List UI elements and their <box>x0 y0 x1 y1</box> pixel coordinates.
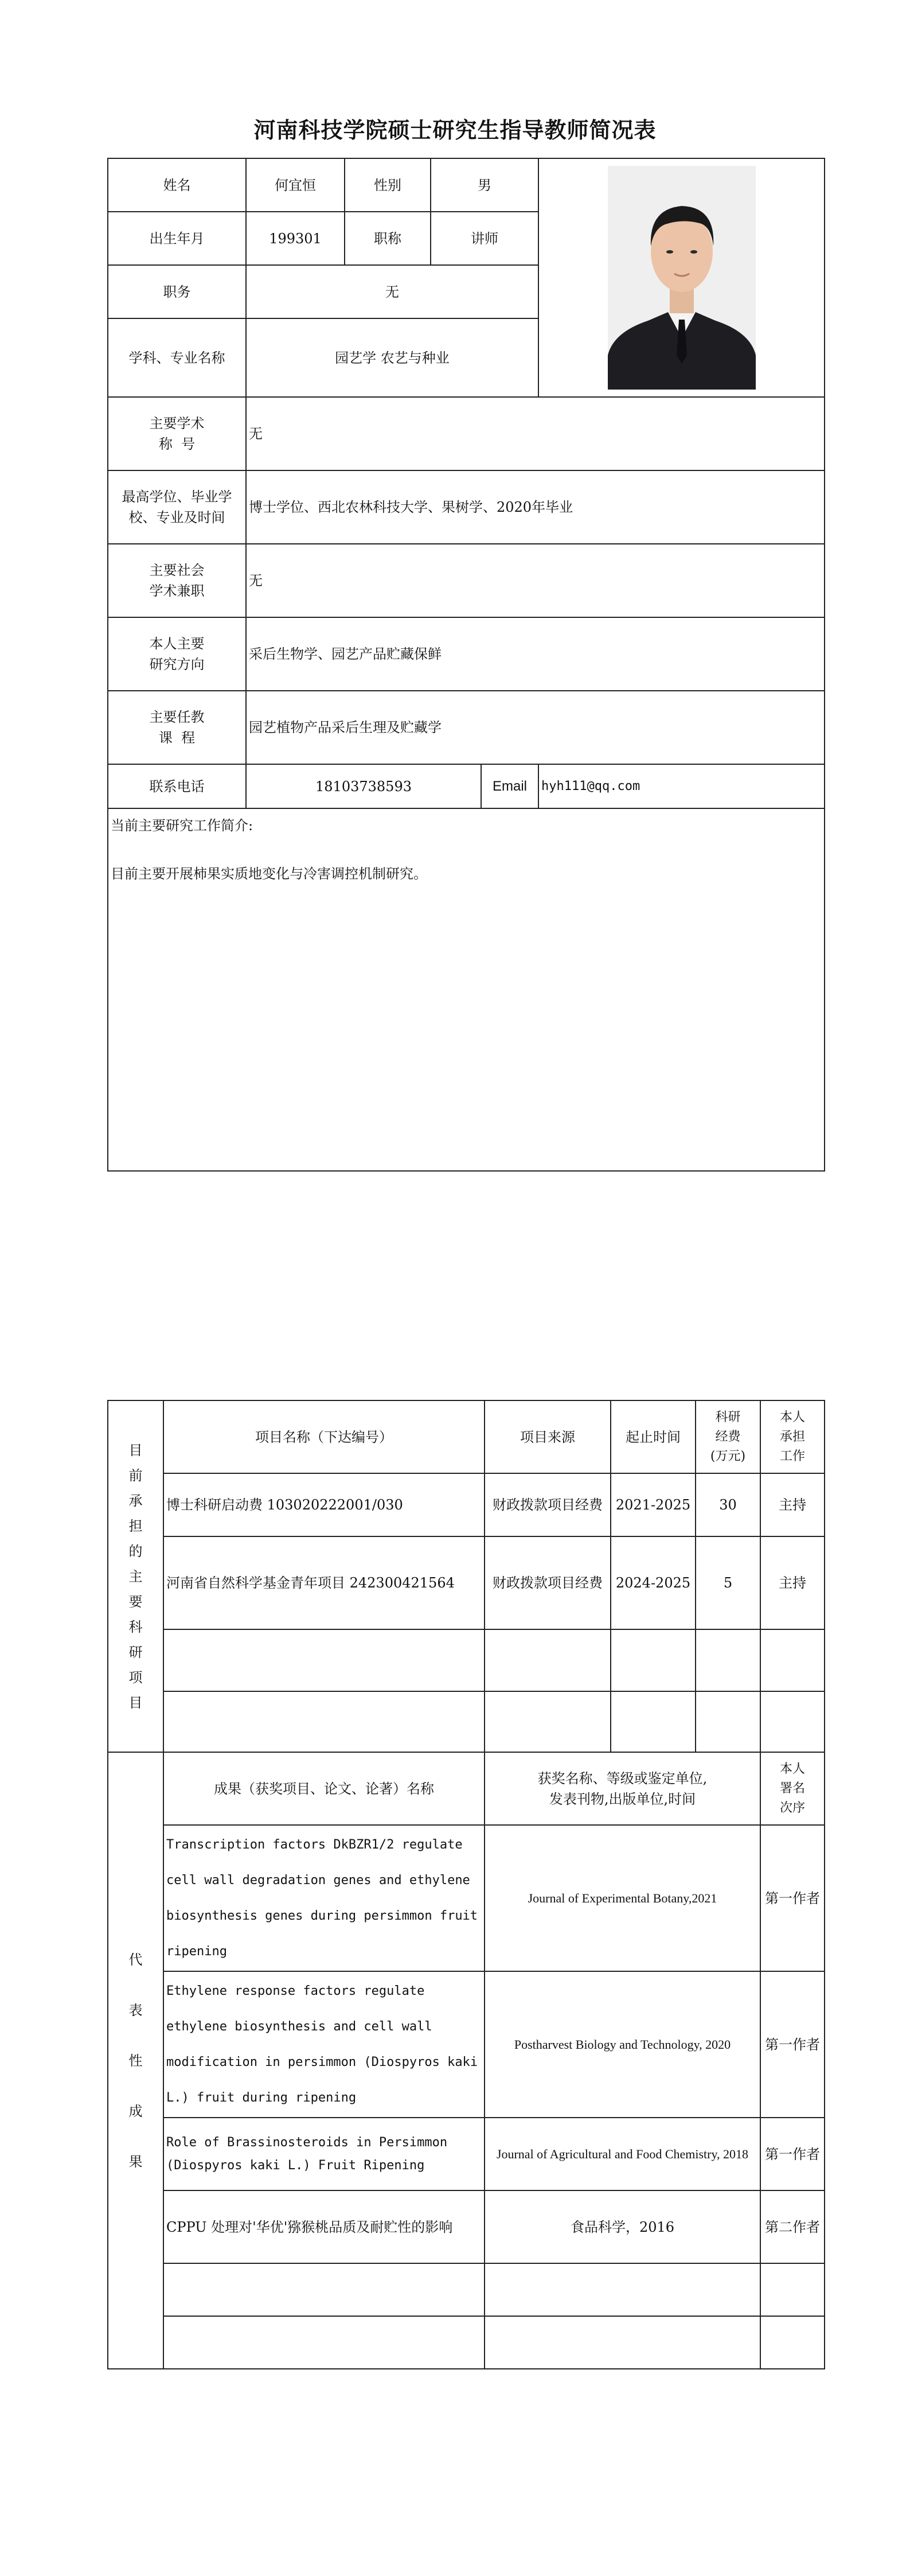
achievement-name: Ethylene response factors regulate ethylene biosynthesis and cell wall modification in persimmon (Diospyros kaki L.) fruit during ripening <box>163 1971 485 2118</box>
academic-title-value: 无 <box>246 397 825 470</box>
project-period-header: 起止时间 <box>611 1400 696 1473</box>
project-name-header: 项目名称（下达编号） <box>163 1400 485 1473</box>
research-label <box>108 617 246 691</box>
academic-title-label-line-1: 主要学术 <box>149 415 205 431</box>
profile-table <box>107 158 825 1172</box>
achievement-order-header: 本人 署名 次序 <box>760 1752 825 1825</box>
project-period: 2024-2025 <box>611 1536 696 1629</box>
achievement-venue: Journal of Experimental Botany,2021 <box>485 1825 760 1971</box>
courses-value: 园艺植物产品采后生理及贮藏学 <box>246 691 825 764</box>
achievement-venue: 食品科学，2016 <box>485 2190 760 2263</box>
table-row <box>108 1825 825 1971</box>
research-intro-text: 目前主要开展柿果实质地变化与冷害调控机制研究。 <box>111 866 427 882</box>
project-funding-header: 科研 经费 (万元) <box>696 1400 760 1473</box>
birth-value: 199301 <box>246 212 345 265</box>
portrait-photo <box>608 166 756 390</box>
research-intro-label: 当前主要研究工作简介: <box>111 818 253 834</box>
achievement-name: CPPU 处理对'华优'猕猴桃品质及耐贮性的影响 <box>163 2190 485 2263</box>
rank-value: 讲师 <box>431 212 538 265</box>
position-value: 无 <box>246 265 538 318</box>
page-title: 河南科技学院硕士研究生指导教师简况表 <box>253 118 657 143</box>
achievement-order: 第一作者 <box>760 1971 825 2118</box>
degree-label <box>108 470 246 544</box>
name-label: 姓名 <box>108 158 246 212</box>
social-label <box>108 544 246 617</box>
empty-row <box>108 1691 825 1752</box>
project-funding: 30 <box>696 1473 760 1536</box>
courses-label-line-2: 课 程 <box>158 730 196 746</box>
position-label: 职务 <box>108 265 246 318</box>
project-role-header: 本人 承担 工作 <box>760 1400 825 1473</box>
gender-label: 性别 <box>345 158 431 212</box>
courses-label <box>108 691 246 764</box>
projects-achievements-table <box>107 1400 825 2369</box>
degree-value: 博士学位、西北农林科技大学、果树学、2020年毕业 <box>246 470 825 544</box>
project-funding: 5 <box>696 1536 760 1629</box>
empty-row <box>108 2316 825 2369</box>
table-row <box>108 2118 825 2190</box>
social-value: 无 <box>246 544 825 617</box>
project-source-header: 项目来源 <box>485 1400 611 1473</box>
gender-value: 男 <box>431 158 538 212</box>
email-label: Email <box>481 764 538 808</box>
table-row <box>108 1971 825 2118</box>
projects-side-label: 目 前 承 担 的 主 要 科 研 项 目 <box>108 1400 163 1752</box>
academic-title-label-line-2: 称 号 <box>158 436 196 452</box>
achievement-order: 第一作者 <box>760 1825 825 1971</box>
project-source: 财政拨款项目经费 <box>485 1473 611 1536</box>
degree-label-line-1: 最高学位、毕业学 <box>122 489 232 505</box>
discipline-value: 园艺学 农艺与种业 <box>246 318 538 397</box>
table-row <box>108 1473 825 1536</box>
achievement-order: 第二作者 <box>760 2190 825 2263</box>
research-value: 采后生物学、园艺产品贮藏保鲜 <box>246 617 825 691</box>
name-value: 何宜恒 <box>246 158 345 212</box>
achievement-venue-header: 获奖名称、等级或鉴定单位, 发表刊物,出版单位,时间 <box>485 1752 760 1825</box>
achievements-side-label: 代 表 性 成 果 <box>108 1752 163 2369</box>
phone-label: 联系电话 <box>108 764 246 808</box>
degree-label-line-2: 校、专业及时间 <box>128 509 225 526</box>
table-row <box>108 1536 825 1629</box>
research-label-line-1: 本人主要 <box>149 636 205 652</box>
achievement-name-header: 成果（获奖项目、论文、论著）名称 <box>163 1752 485 1825</box>
social-label-line-1: 主要社会 <box>149 562 205 578</box>
achievement-name: Transcription factors DkBZR1/2 regulate cell wall degradation genes and ethylene biosynthesis genes during persimmon fruit ripening <box>163 1825 485 1971</box>
birth-label: 出生年月 <box>108 212 246 265</box>
table-row <box>108 2190 825 2263</box>
achievement-name: Role of Brassinosteroids in Persimmon (Diospyros kaki L.) Fruit Ripening <box>163 2118 485 2190</box>
email-value: hyh111@qq.com <box>538 764 825 808</box>
empty-row <box>108 1629 825 1691</box>
photo-cell <box>538 158 825 397</box>
project-role: 主持 <box>760 1536 825 1629</box>
achievement-venue: Postharvest Biology and Technology, 2020 <box>485 1971 760 2118</box>
achievement-venue: Journal of Agricultural and Food Chemistry, 2018 <box>485 2118 760 2190</box>
empty-row <box>108 2263 825 2316</box>
research-intro-cell <box>108 808 825 1171</box>
social-label-line-2: 学术兼职 <box>149 583 205 599</box>
academic-title-label <box>108 397 246 470</box>
rank-label: 职称 <box>345 212 431 265</box>
phone-value: 18103738593 <box>246 764 481 808</box>
discipline-label: 学科、专业名称 <box>108 318 246 397</box>
project-name: 博士科研启动费 103020222001/030 <box>163 1473 485 1536</box>
project-period: 2021-2025 <box>611 1473 696 1536</box>
project-name: 河南省自然科学基金青年项目 242300421564 <box>163 1536 485 1629</box>
project-source: 财政拨款项目经费 <box>485 1536 611 1629</box>
courses-label-line-1: 主要任教 <box>149 709 205 725</box>
research-label-line-2: 研究方向 <box>149 656 205 672</box>
project-role: 主持 <box>760 1473 825 1536</box>
achievement-order: 第一作者 <box>760 2118 825 2190</box>
